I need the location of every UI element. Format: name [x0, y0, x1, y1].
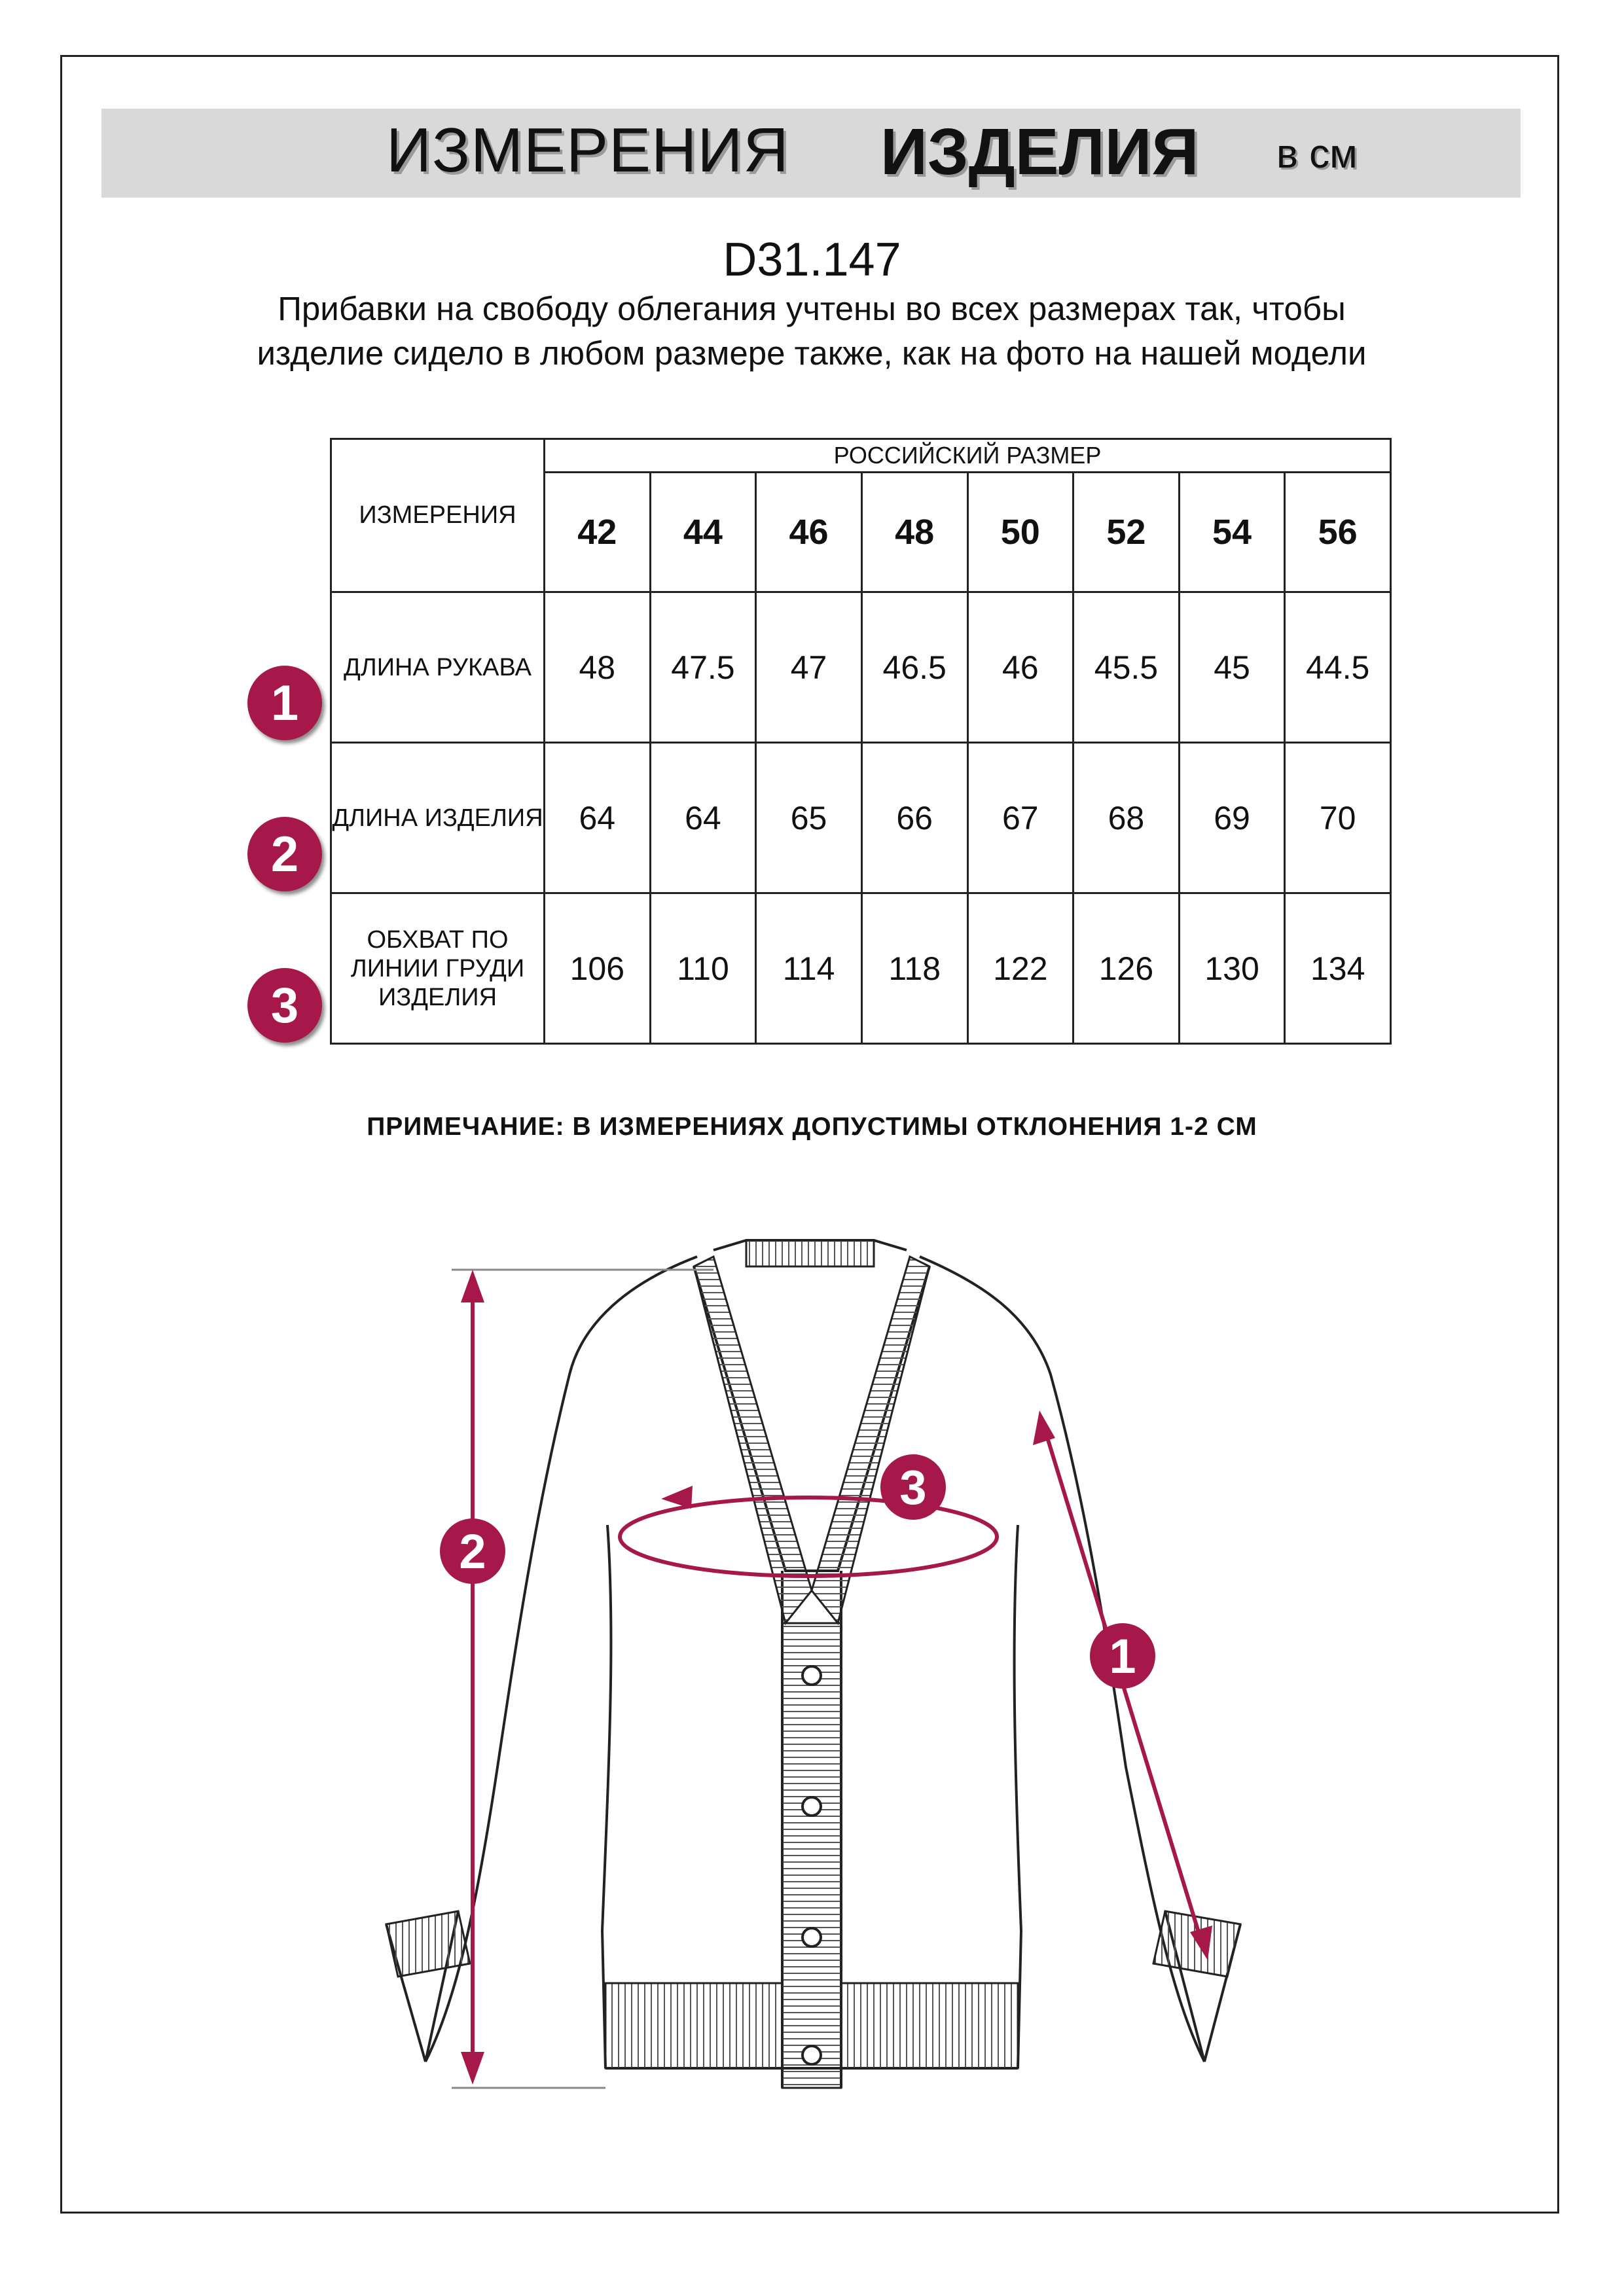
tolerance-note: ПРИМЕЧАНИЕ: В ИЗМЕРЕНИЯХ ДОПУСТИМЫ ОТКЛОНЕНИЯ 1-2 СМ: [367, 1113, 1257, 1141]
measurement-value: 130: [1179, 893, 1285, 1044]
button: [803, 1797, 821, 1816]
measurement-value: 122: [967, 893, 1074, 1044]
title-unit: в см: [1276, 132, 1358, 177]
measurement-value: 64: [650, 743, 756, 893]
measurement-value: 126: [1074, 893, 1180, 1044]
button: [803, 1928, 821, 1946]
product-code: D31.147: [723, 234, 901, 286]
measurement-value: 118: [861, 893, 967, 1044]
measurement-value: 110: [650, 893, 756, 1044]
button: [803, 1666, 821, 1685]
measurement-value: 48: [545, 592, 651, 743]
measurement-value: 114: [756, 893, 862, 1044]
measurement-value: 44.5: [1285, 592, 1391, 743]
measurement-value: 46.5: [861, 592, 967, 743]
marker-sleeve: 1: [1109, 1629, 1136, 1683]
size-header: 56: [1285, 473, 1391, 592]
button: [803, 2046, 821, 2064]
marker-chest: 3: [899, 1460, 927, 1515]
measurement-value: 45.5: [1074, 592, 1180, 743]
measurement-value: 64: [545, 743, 651, 893]
measurement-value: 134: [1285, 893, 1391, 1044]
measurement-value: 46: [967, 592, 1074, 743]
row-badge-length: 2: [247, 817, 322, 891]
measurement-value: 47.5: [650, 592, 756, 743]
measurement-value: 65: [756, 743, 862, 893]
measurement-value: 70: [1285, 743, 1391, 893]
title-garment: ИЗДЕЛИЯ: [880, 115, 1199, 188]
row-badge-sleeve: 1: [247, 666, 322, 740]
size-group-header: РОССИЙСКИЙ РАЗМЕР: [545, 439, 1391, 473]
measurement-value: 68: [1074, 743, 1180, 893]
size-header: 52: [1074, 473, 1180, 592]
size-header: 48: [861, 473, 967, 592]
measurement-value: 45: [1179, 592, 1285, 743]
measurement-value: 106: [545, 893, 651, 1044]
size-header: 44: [650, 473, 756, 592]
size-header: 50: [967, 473, 1074, 592]
measurement-value: 69: [1179, 743, 1285, 893]
measurement-label: ДЛИНА ИЗДЕЛИЯ: [331, 743, 545, 893]
measurement-value: 66: [861, 743, 967, 893]
size-header: 42: [545, 473, 651, 592]
marker-length: 2: [459, 1524, 486, 1579]
measurement-value: 67: [967, 743, 1074, 893]
measurement-label: ОБХВАТ ПО ЛИНИИ ГРУДИ ИЗДЕЛИЯ: [331, 893, 545, 1044]
row-badge-chest: 3: [247, 968, 322, 1043]
measurements-header: ИЗМЕРЕНИЯ: [331, 439, 545, 592]
size-header: 54: [1179, 473, 1285, 592]
measurement-value: 47: [756, 592, 862, 743]
measurement-label: ДЛИНА РУКАВА: [331, 592, 545, 743]
length-guide-lines: [452, 1270, 713, 2088]
fit-description: Прибавки на свободу облегания учтены во всех размерах так, чтобы изделие сидело в любом размере также, как на фото на нашей модели: [257, 290, 1367, 372]
title-measurements: ИЗМЕРЕНИЯ: [386, 115, 789, 185]
size-header: 46: [756, 473, 862, 592]
